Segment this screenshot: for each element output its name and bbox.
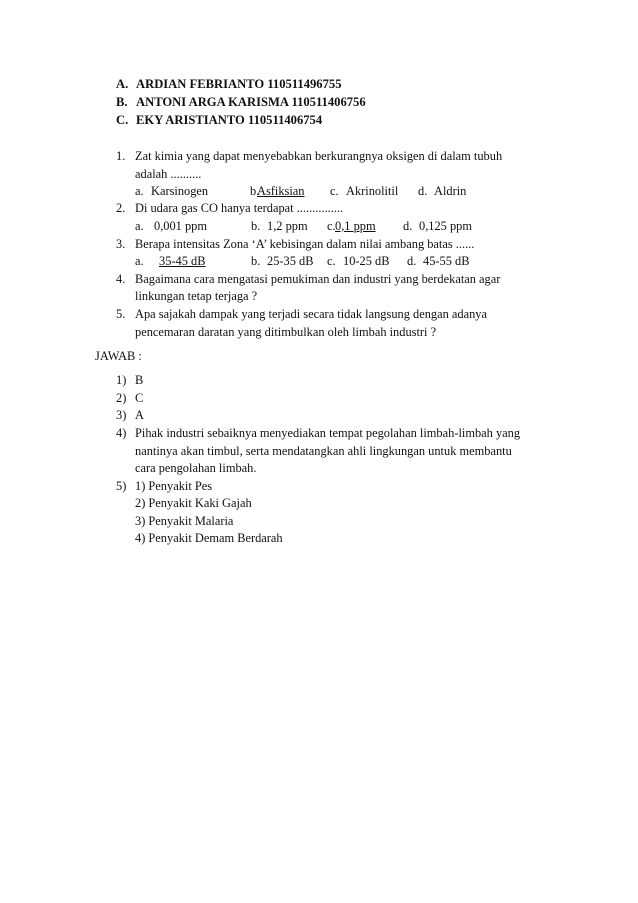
answer-4-line-3: cara pengolahan limbah. <box>135 461 257 475</box>
question-5-line-2: pencemaran daratan yang ditimbulkan oleh limbah industri ? <box>135 325 437 339</box>
answer-5-line-3: 3) Penyakit Malaria <box>135 514 234 528</box>
answer-5: 5) 1) Penyakit Pes <box>116 479 213 493</box>
answer-2: 2) C <box>116 391 144 405</box>
member-a: A. ARDIAN FEBRIANTO 110511496755 <box>116 77 342 91</box>
answer-5-line-2: 2) Penyakit Kaki Gajah <box>135 496 252 510</box>
question-4: 4. Bagaimana cara mengatasi pemukiman dan industri yang berdekatan agar <box>116 272 501 286</box>
question-5: 5. Apa sajakah dampak yang terjadi secara tidak langsung dengan adanya <box>116 307 487 321</box>
answer-3: 3) A <box>116 408 144 422</box>
member-c: C. EKY ARISTIANTO 110511406754 <box>116 113 323 127</box>
member-b: B. ANTONI ARGA KARISMA 110511406756 <box>116 95 366 109</box>
answer-heading: JAWAB : <box>95 349 142 363</box>
answer-4: 4) Pihak industri sebaiknya menyediakan tempat pegolahan limbah-limbah yang <box>116 426 521 440</box>
question-3: 3. Berapa intensitas Zona ‘A’ kebisingan dalam nilai ambang batas ...... <box>116 237 475 251</box>
question-1-line-2: adalah .......... <box>135 167 202 181</box>
answer-4-line-2: nantinya akan timbul, serta mendatangkan ahli lingkungan untuk membantu <box>135 444 512 458</box>
document-page: A. ARDIAN FEBRIANTO 110511496755 B. ANTONI ARGA KARISMA 110511406756 C. EKY ARISTIANTO 110511406754 1. Zat kimia yang dapat menyebabkan berkurangnya oksigen di dalam tubuh adalah .......... a. Karsinogen b. Asfiksian c. Akrinolitil d. Aldrin 2. Di udara gas CO hanya terdapat ............... a. 0,001 ppm b. 1,2 ppm c. 0,1 ppm d. 0,125 ppm 3. Berapa intensitas Zona ‘A’ kebisingan dalam nilai ambang batas ...... a. 35-45 dB b. 25-35 dB c. 10-25 dB d. 45-55 dB 4. Bagaimana cara mengatasi pemukiman dan industri yang berdekatan agar linkungan tetap terjaga ? 5. Apa sajakah dampak yang terjadi secara tidak langsung dengan adanya pencemaran daratan yang ditimbulkan oleh limbah industri ? JAWAB : 1) B 2) C 3) A 4) Pihak industri sebaiknya menyediakan tempat pegolahan limbah-limbah yang nantinya akan timbul, serta mendatangkan ahli lingkungan untuk membantu cara pengolahan limbah. 5) 1) Penyakit Pes 2) Penyakit Kaki Gajah 3) Penyakit Malaria 4) Penyakit Demam Berdarah <box>95 77 521 545</box>
question-4-line-2: linkungan tetap terjaga ? <box>135 289 258 303</box>
question-1: 1. Zat kimia yang dapat menyebabkan berkurangnya oksigen di dalam tubuh <box>116 149 503 163</box>
question-2: 2. Di udara gas CO hanya terdapat ............... <box>116 201 344 215</box>
answer-5-line-4: 4) Penyakit Demam Berdarah <box>135 531 283 545</box>
answer-1: 1) B <box>116 373 144 387</box>
